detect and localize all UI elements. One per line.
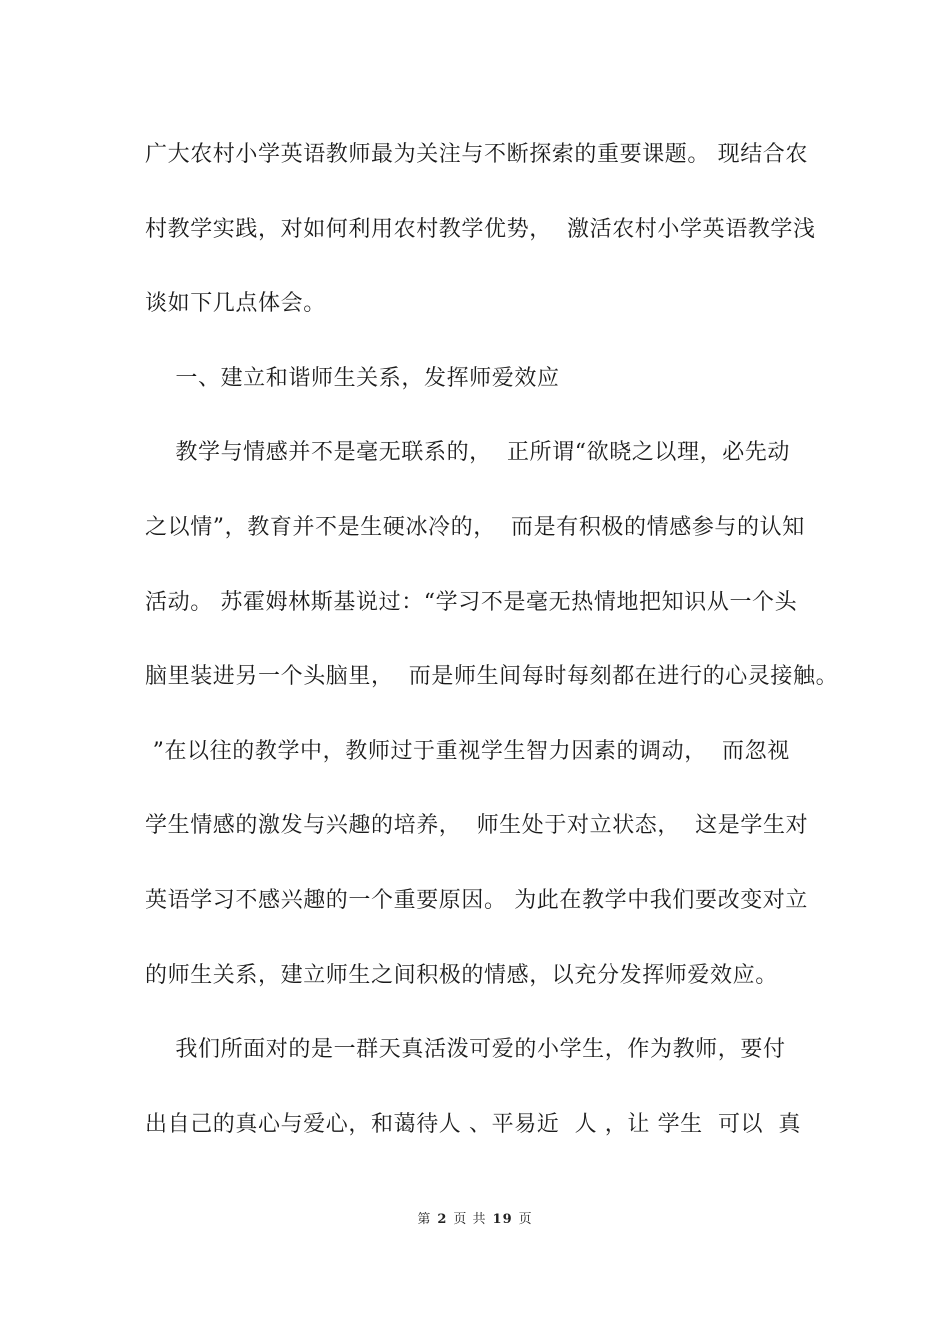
text-line: 之以情”，教育并不是生硬冰冷的， 而是有积极的情感参与的认知 bbox=[145, 515, 805, 540]
footer-total-pages: 19 bbox=[492, 1212, 513, 1227]
footer-current-page: 2 bbox=[437, 1212, 448, 1227]
text-line: 脑里装进另一个头脑里， 而是师生间每时每刻都在进行的心灵接触。 bbox=[145, 664, 839, 690]
footer-prefix: 第 bbox=[417, 1212, 432, 1227]
text-line: 出自己的真心与爱心，和蔼待人 、平易近 人 ，让 学生 可以 真 bbox=[145, 1111, 801, 1137]
text-line: 村教学实践，对如何利用农村教学优势， 激活农村小学英语教学浅 bbox=[145, 216, 816, 242]
footer-middle: 页 共 bbox=[453, 1212, 487, 1227]
text-line: 一、建立和谐师生关系，发挥师爱效应 bbox=[145, 365, 560, 391]
text-line: 活动。 苏霍姆林斯基说过：“学习不是毫无热情地把知识从一个头 bbox=[145, 589, 798, 615]
footer-suffix: 页 bbox=[518, 1212, 533, 1227]
text-line: 教学与情感并不是毫无联系的， 正所谓“欲晓之以理，必先动 bbox=[145, 440, 791, 466]
text-line: 的师生关系，建立师生之间积极的情感，以充分发挥师爱效应。 bbox=[145, 962, 778, 988]
text-line: ”在以往的教学中，教师过于重视学生智力因素的调动， 而忽视 bbox=[145, 738, 790, 764]
page-footer bbox=[0, 1208, 950, 1227]
text-line: 英语学习不感兴趣的一个重要原因。 为此在教学中我们要改变对立 bbox=[145, 888, 808, 913]
text-line: 广大农村小学英语教师最为关注与不断探索的重要课题。 现结合农 bbox=[145, 142, 808, 167]
text-line: 学生情感的激发与兴趣的培养， 师生处于对立状态， 这是学生对 bbox=[145, 813, 809, 839]
text-line: 谈如下几点体会。 bbox=[145, 291, 326, 317]
text-line: 我们所面对的是一群天真活泼可爱的小学生，作为教师，要付 bbox=[145, 1037, 786, 1063]
